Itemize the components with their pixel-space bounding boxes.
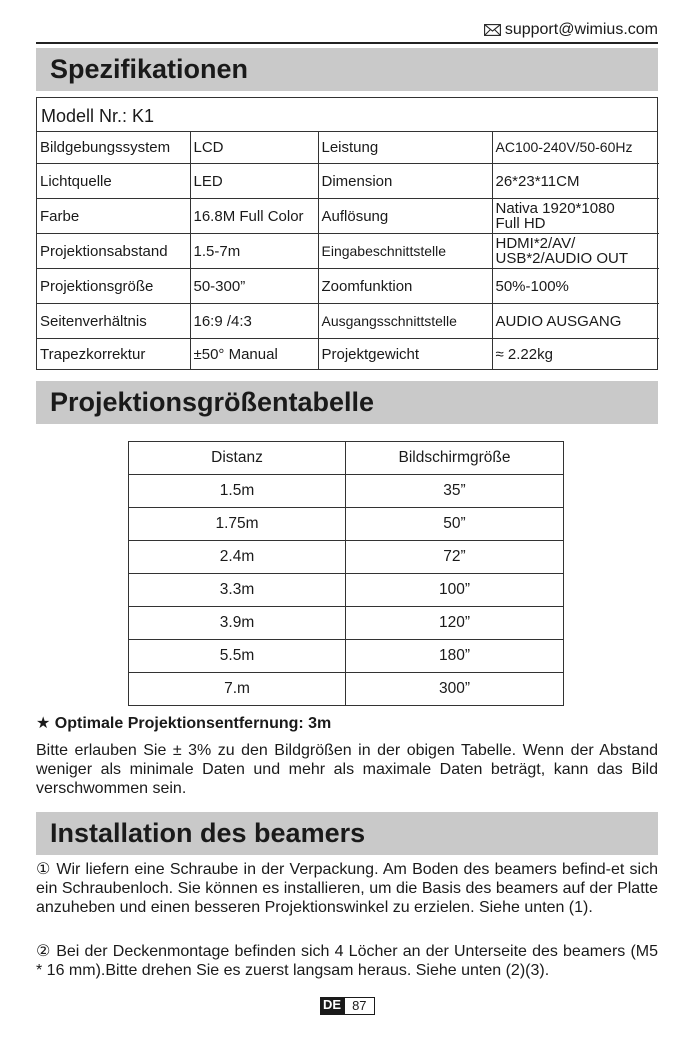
model-number: Modell Nr.: K1 — [37, 98, 657, 132]
header-screen-size: Bildschirmgröße — [346, 442, 564, 475]
email-address: support@wimius.com — [504, 21, 658, 38]
spec-value: 16.8M Full Color — [190, 199, 318, 234]
spec-value: 50%-100% — [492, 269, 659, 304]
spec-label: Zoomfunktion — [318, 269, 492, 304]
screen-size-cell: 100” — [346, 574, 564, 607]
spec-label: Dimension — [318, 164, 492, 199]
table-row — [129, 508, 564, 541]
language-badge: DE — [320, 997, 344, 1015]
table-row — [129, 607, 564, 640]
section-title-installation: Installation des beamers — [36, 812, 658, 855]
spec-value: ≈ 2.22kg — [492, 339, 659, 370]
spec-value: 16:9 /4:3 — [190, 304, 318, 339]
spec-value: AUDIO AUSGANG — [492, 304, 659, 339]
table-row — [129, 640, 564, 673]
distance-cell: 3.3m — [129, 574, 346, 607]
support-email — [484, 21, 658, 39]
spec-value: Nativa 1920*1080 Full HD — [492, 199, 659, 234]
spec-label: Farbe — [37, 199, 190, 234]
spec-label: Eingabeschnittstelle — [318, 234, 492, 269]
distance-cell: 7.m — [129, 673, 346, 706]
spec-label: Auflösung — [318, 199, 492, 234]
table-row — [129, 475, 564, 508]
header-rule — [36, 42, 658, 44]
table-row — [129, 541, 564, 574]
spec-value: HDMI*2/AV/ USB*2/AUDIO OUT — [492, 234, 659, 269]
optimal-distance-text: Optimale Projektionsentfernung: 3m — [54, 715, 332, 732]
optimal-distance — [36, 713, 331, 733]
spec-value: LCD — [190, 132, 318, 164]
distance-cell: 2.4m — [129, 541, 346, 574]
spec-value: AC100-240V/50-60Hz — [492, 132, 659, 164]
spec-value: ±50° Manual — [190, 339, 318, 370]
page-number-value: 87 — [344, 997, 374, 1015]
spec-grid — [37, 132, 659, 369]
spec-label: Projektionsgröße — [37, 269, 190, 304]
spec-label: Projektgewicht — [318, 339, 492, 370]
spec-row — [37, 339, 659, 370]
spec-row — [37, 199, 659, 234]
spec-row — [37, 269, 659, 304]
spec-value: LED — [190, 164, 318, 199]
spec-row — [37, 164, 659, 199]
spec-row — [37, 234, 659, 269]
spec-label: Bildgebungssystem — [37, 132, 190, 164]
screen-size-cell: 50” — [346, 508, 564, 541]
star-icon: ★ — [36, 715, 51, 732]
header-distance: Distanz — [129, 442, 346, 475]
spec-table — [36, 97, 658, 370]
page-number — [320, 997, 375, 1015]
spec-label: Lichtquelle — [37, 164, 190, 199]
spec-row — [37, 304, 659, 339]
install-paragraph-2: ② Bei der Deckenmontage befinden sich 4 Löcher an der Unterseite des beamers (M5 * 16 mm).Bitte drehen Sie es zuerst langsam heraus. Siehe unten (2)(3). — [36, 943, 658, 979]
spec-label: Projektionsabstand — [37, 234, 190, 269]
section-title-size-table: Projektionsgrößentabelle — [36, 381, 658, 424]
spec-label: Seitenverhältnis — [37, 304, 190, 339]
distance-cell: 3.9m — [129, 607, 346, 640]
screen-size-cell: 72” — [346, 541, 564, 574]
distance-cell: 5.5m — [129, 640, 346, 673]
spec-label: Trapezkorrektur — [37, 339, 190, 370]
distance-cell: 1.5m — [129, 475, 346, 508]
screen-size-cell: 35” — [346, 475, 564, 508]
table-row — [129, 673, 564, 706]
install-paragraph-1: ① Wir liefern eine Schraube in der Verpackung. Am Boden des beamers befind-et sich ein Schraubenloch. Sie können es installieren, um die Basis des beamers auf der Platte anzuheben und einen besseren Projektionswinkel zu erzielen. Siehe unten (1). — [36, 861, 658, 916]
spec-row — [37, 132, 659, 164]
spec-value: 1.5-7m — [190, 234, 318, 269]
spec-label: Leistung — [318, 132, 492, 164]
spec-value: 50-300” — [190, 269, 318, 304]
screen-size-cell: 180” — [346, 640, 564, 673]
tolerance-note: Bitte erlauben Sie ± 3% zu den Bildgrößen in der obigen Tabelle. Wenn der Abstand weniger als minimale Daten und mehr als maximale Daten beträgt, kann das Bild verschwommen sein. — [36, 742, 658, 797]
spec-label: Ausgangsschnittstelle — [318, 304, 492, 339]
envelope-icon — [484, 24, 501, 36]
table-row — [129, 574, 564, 607]
screen-size-cell: 120” — [346, 607, 564, 640]
distance-cell: 1.75m — [129, 508, 346, 541]
projection-size-table — [128, 441, 564, 706]
screen-size-cell: 300” — [346, 673, 564, 706]
spec-value: 26*23*11CM — [492, 164, 659, 199]
table-header-row — [129, 442, 564, 475]
section-title-specs: Spezifikationen — [36, 48, 658, 91]
